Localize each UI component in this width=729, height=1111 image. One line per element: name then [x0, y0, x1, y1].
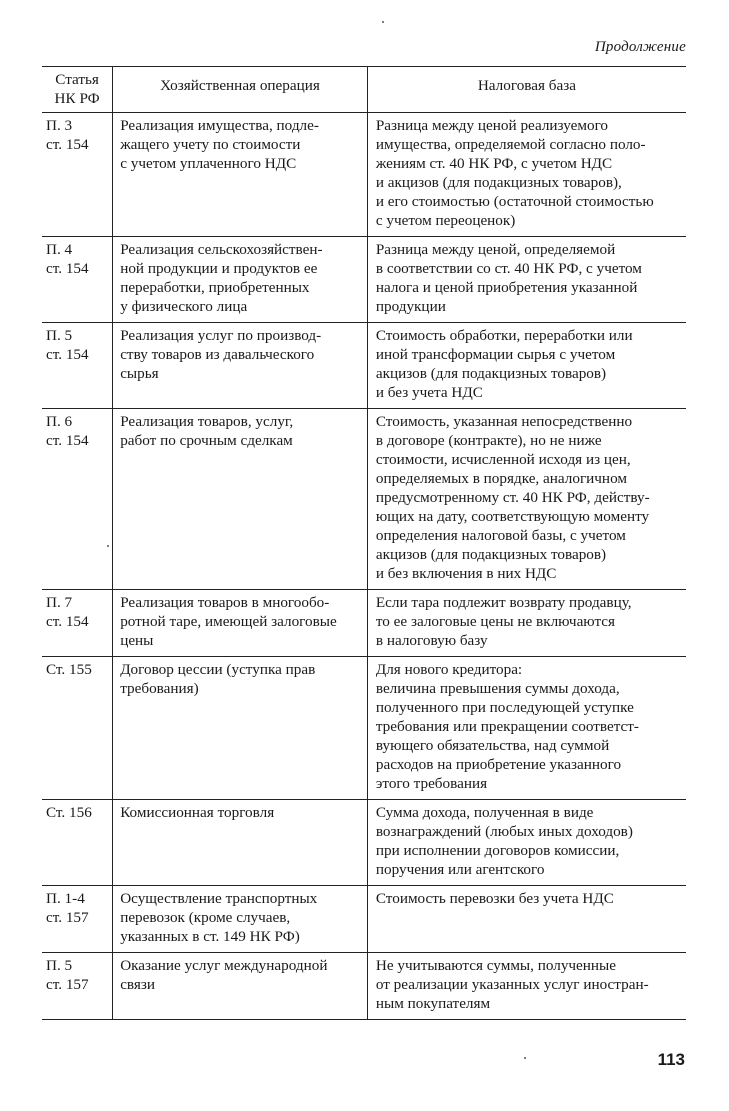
tax-base-cell: Стоимость перевозки без учета НДС: [367, 886, 686, 953]
operation-cell: Реализация услуг по производ- ству товаров из давальческого сырья: [113, 323, 368, 409]
article-cell: Ст. 155: [46, 661, 92, 678]
table-row: [42, 113, 686, 237]
operation-cell: Договор цессии (уступка прав требования): [113, 657, 368, 800]
tax-base-cell: Стоимость обработки, переработки или иной трансформации сырья с учетом акцизов (для подакцизных товаров) и без учета НДС: [367, 323, 686, 409]
tax-base-cell: Не учитываются суммы, полученные от реализации указанных услуг иностран- ным покупателям: [367, 953, 686, 1020]
table-row: [42, 590, 686, 657]
tax-base-cell: Сумма дохода, полученная в виде вознаграждений (любых иных доходов) при исполнении договоров комиссии, поручения или агентского: [367, 800, 686, 886]
page-number: 113: [657, 1050, 685, 1069]
table-row: [42, 323, 686, 409]
column-header-article: Статья НК РФ: [54, 71, 100, 107]
operation-cell: Комиссионная торговля: [113, 800, 368, 886]
tax-base-cell: Если тара подлежит возврату продавцу, то ее залоговые цены не включаются в налоговую базу: [367, 590, 686, 657]
table-row: [42, 237, 686, 323]
operation-cell: Осуществление транспортных перевозок (кроме случаев, указанных в ст. 149 НК РФ): [113, 886, 368, 953]
article-cell: П. 1-4 ст. 157: [46, 890, 89, 926]
article-cell: Ст. 156: [46, 804, 92, 821]
print-speck: [382, 21, 384, 23]
table-body: [42, 113, 686, 1020]
tax-base-table: [42, 66, 686, 1020]
article-cell: П. 5 ст. 154: [46, 327, 89, 363]
table-row: [42, 953, 686, 1020]
article-cell: П. 3 ст. 154: [46, 117, 89, 153]
print-speck: [524, 1057, 526, 1059]
article-cell: П. 5 ст. 157: [46, 957, 89, 993]
table-row: [42, 657, 686, 800]
tax-base-cell: Разница между ценой, определяемой в соответствии со ст. 40 НК РФ, с учетом налога и ценой приобретения указанной продукции: [367, 237, 686, 323]
operation-cell: Реализация товаров, услуг, работ по срочным сделкам: [113, 409, 368, 590]
operation-cell: Реализация сельскохозяйствен- ной продукции и продуктов ее переработки, приобретенных у физического лица: [113, 237, 368, 323]
table-row: [42, 800, 686, 886]
tax-base-cell: Стоимость, указанная непосредственно в договоре (контракте), но не ниже стоимости, исчисленной исходя из цен, определяемых в порядке, аналогичном предусмотренному ст. 40 НК РФ, действу- ющих на дату, соответствующую моменту определения налоговой базы, с учетом акцизов (для подакцизных товаров) и без включения в них НДС: [367, 409, 686, 590]
table-row: [42, 886, 686, 953]
column-header-tax-base: Налоговая база: [367, 67, 686, 113]
operation-cell: Реализация товаров в многообо- ротной таре, имеющей залоговые цены: [113, 590, 368, 657]
operation-cell: Реализация имущества, подле- жащего учету по стоимости с учетом уплаченного НДС: [113, 113, 368, 237]
tax-base-cell: Для нового кредитора: величина превышения суммы дохода, полученного при последующей уступке требования или прекращении соответст- вующего обязательства, над суммой расходов на приобретение указанного этого требования: [367, 657, 686, 800]
table-header: [42, 67, 686, 113]
operation-cell: Оказание услуг международной связи: [113, 953, 368, 1020]
table-header-row: [42, 67, 686, 113]
table-row: [42, 409, 686, 590]
article-cell: П. 4 ст. 154: [46, 241, 89, 277]
article-cell: П. 6 ст. 154: [46, 413, 89, 449]
article-cell: П. 7 ст. 154: [46, 594, 89, 630]
column-header-operation: Хозяйственная операция: [113, 67, 368, 113]
tax-base-cell: Разница между ценой реализуемого имущества, определяемой согласно поло- жениям ст. 40 НК РФ, с учетом НДС и акцизов (для подакцизных товаров), и его стоимостью (остаточной стоимостью с учетом переоценок): [367, 113, 686, 237]
continuation-label: Продолжение: [594, 39, 686, 55]
